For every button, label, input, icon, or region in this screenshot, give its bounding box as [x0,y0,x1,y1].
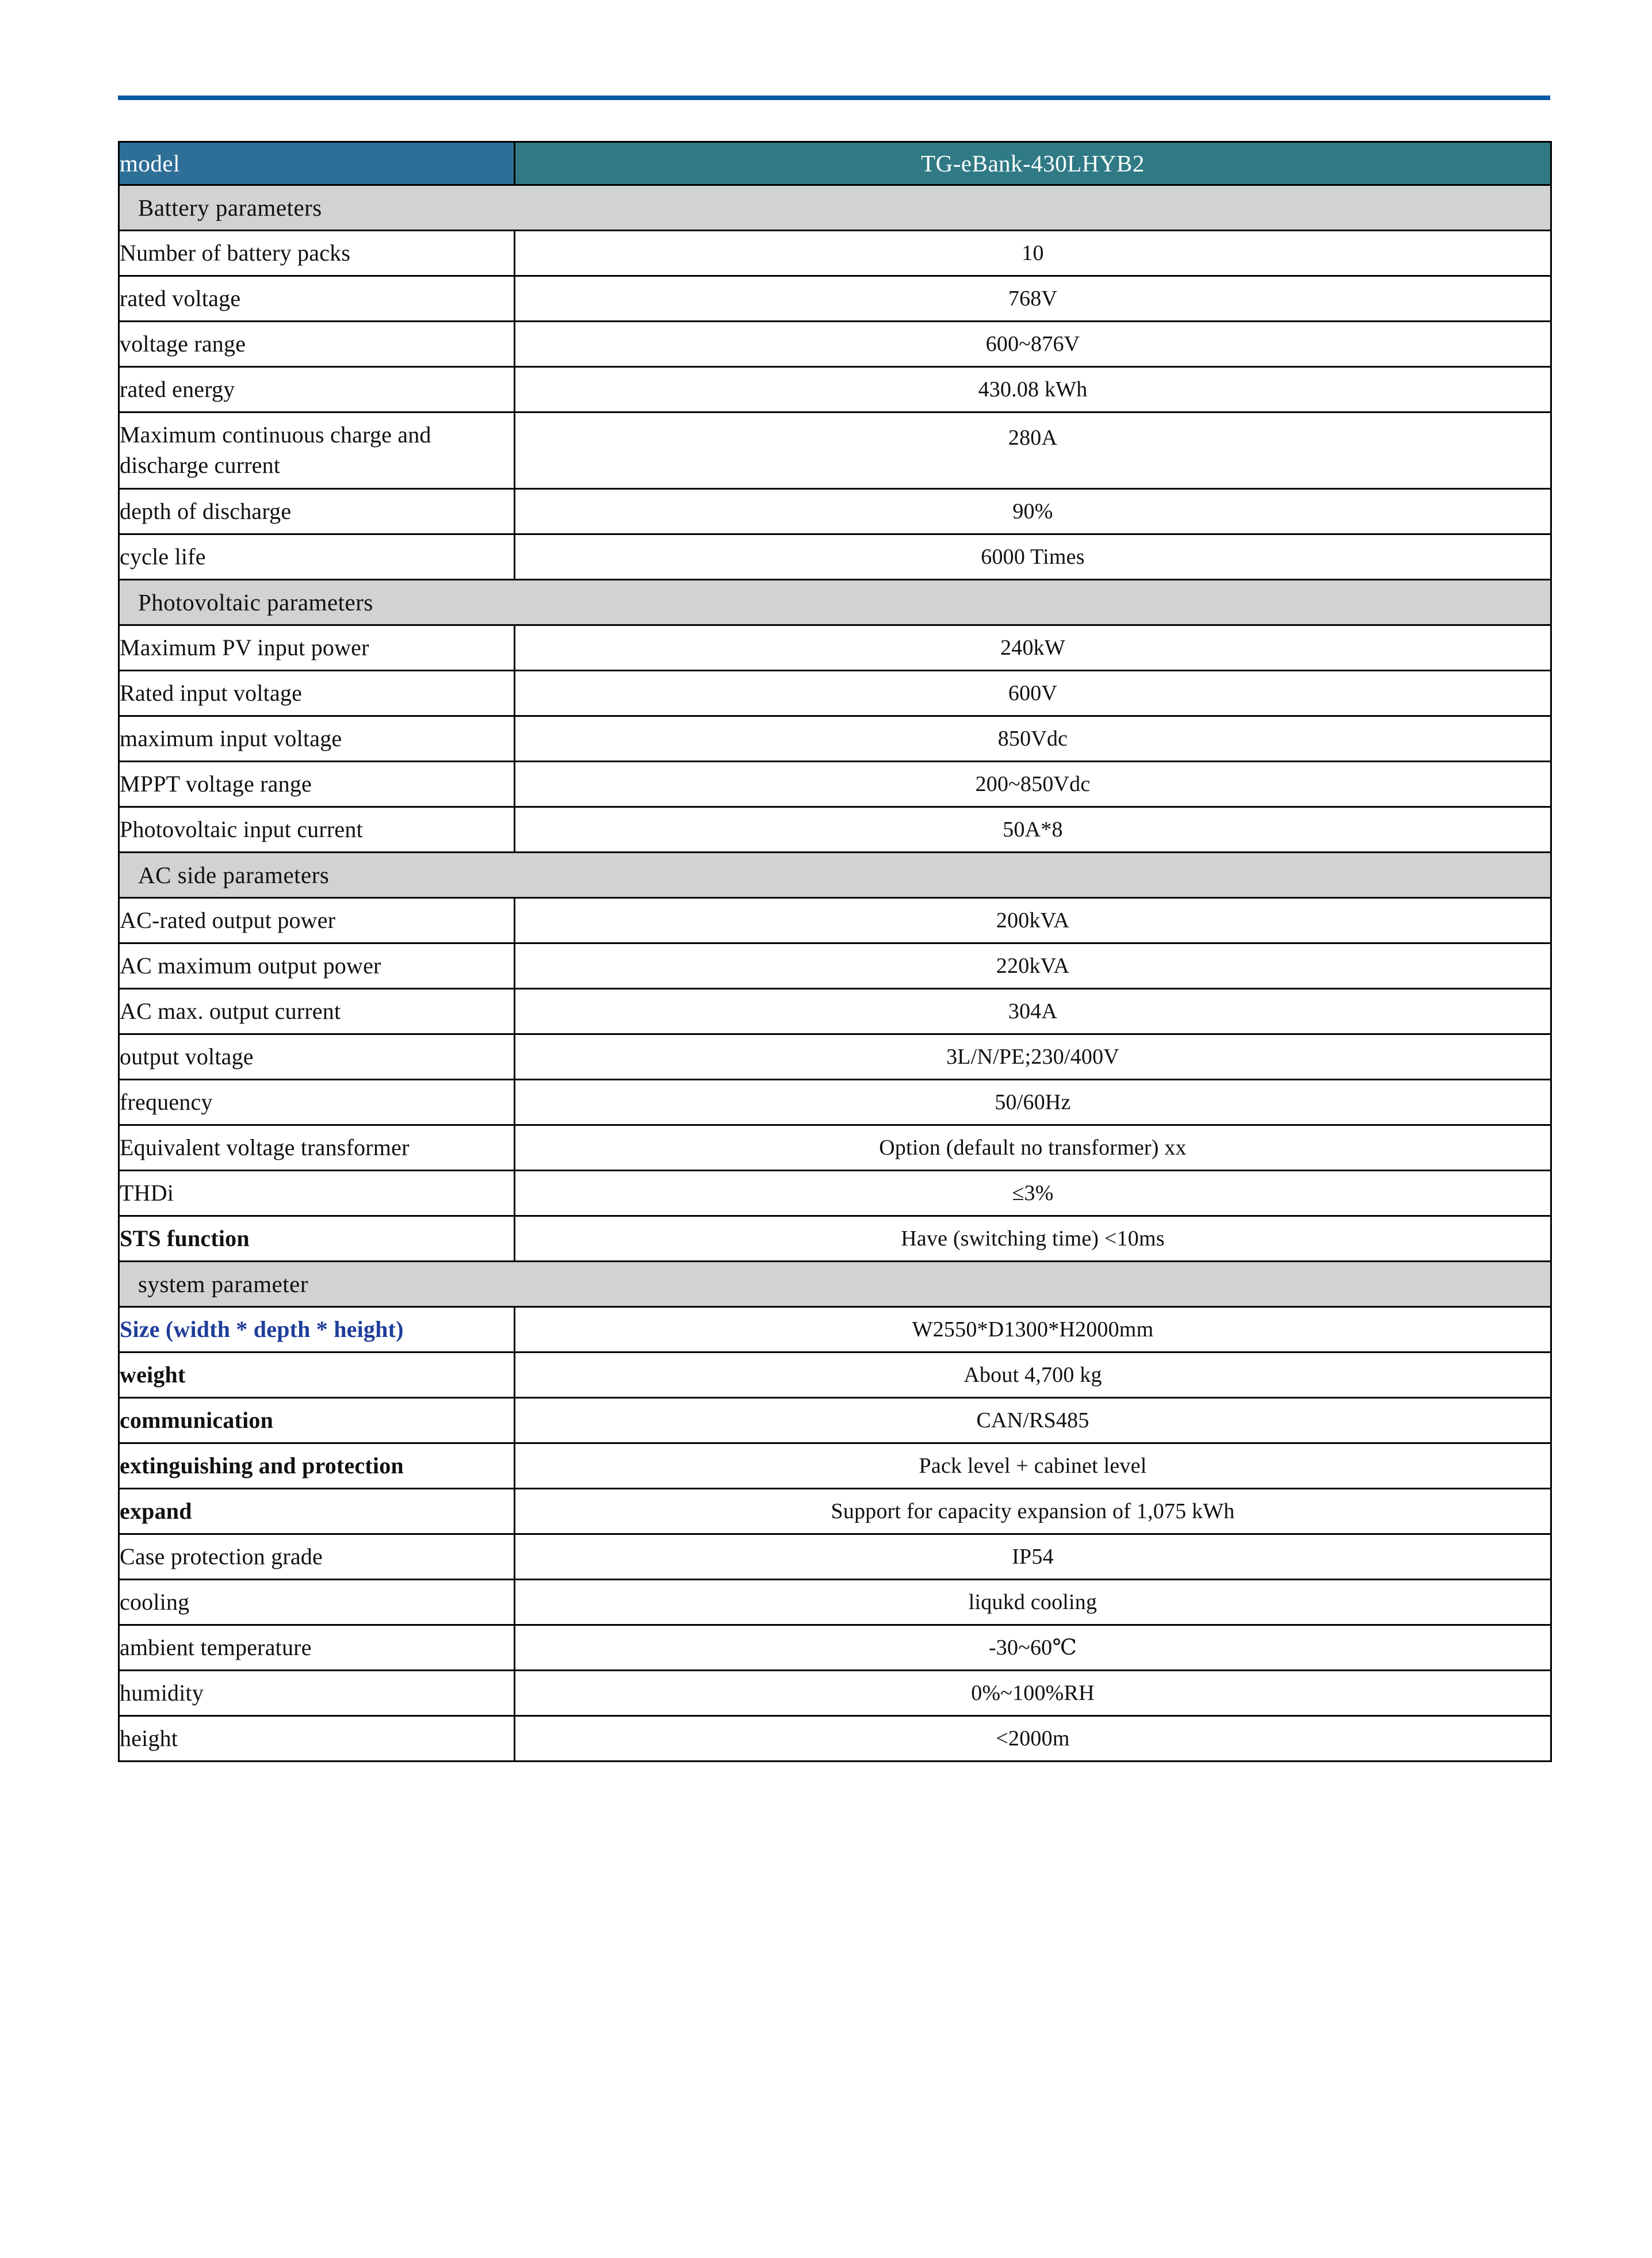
row-label: humidity [119,1671,515,1716]
row-label: expand [119,1489,515,1534]
row-value: About 4,700 kg [515,1352,1551,1398]
row-label: Maximum PV input power [119,625,515,671]
specification-table-wrapper [118,141,1550,1762]
row-label: Maximum continuous charge and discharge current [119,412,515,489]
table-row [119,625,1551,671]
table-row [119,489,1551,534]
row-value: Pack level + cabinet level [515,1443,1551,1489]
row-label: AC maximum output power [119,943,515,989]
table-row [119,1352,1551,1398]
table-row [119,1125,1551,1171]
row-label: cooling [119,1580,515,1625]
table-row [119,1534,1551,1580]
section-title: AC side parameters [119,853,1551,898]
table-row [119,1716,1551,1762]
table-row [119,1171,1551,1216]
model-value-cell: TG-eBank-430LHYB2 [515,142,1551,185]
row-label: STS function [119,1216,515,1262]
row-value: Option (default no transformer) xx [515,1125,1551,1171]
row-label: THDi [119,1171,515,1216]
row-value: 850Vdc [515,716,1551,762]
table-row [119,412,1551,489]
table-row [119,1443,1551,1489]
row-label: weight [119,1352,515,1398]
row-label: Case protection grade [119,1534,515,1580]
row-value: 0%~100%RH [515,1671,1551,1716]
specification-table [118,141,1552,1762]
row-value: 50/60Hz [515,1080,1551,1125]
row-value: ≤3% [515,1171,1551,1216]
row-value: 240kW [515,625,1551,671]
table-row [119,1216,1551,1262]
table-row [119,231,1551,276]
row-label: Equivalent voltage transformer [119,1125,515,1171]
table-row [119,1580,1551,1625]
table-row [119,276,1551,322]
row-label: AC-rated output power [119,898,515,943]
table-row [119,534,1551,580]
row-label: output voltage [119,1034,515,1080]
table-row [119,671,1551,716]
row-label: communication [119,1398,515,1443]
row-label: frequency [119,1080,515,1125]
row-label: Number of battery packs [119,231,515,276]
section-header-row [119,580,1551,625]
section-title: Photovoltaic parameters [119,580,1551,625]
specification-table-body [119,142,1551,1762]
row-label: ambient temperature [119,1625,515,1671]
table-row [119,1080,1551,1125]
row-label: height [119,1716,515,1762]
table-row [119,1307,1551,1352]
section-header-row [119,185,1551,231]
row-value: 220kVA [515,943,1551,989]
row-value: 430.08 kWh [515,367,1551,412]
row-label: voltage range [119,322,515,367]
row-label: rated voltage [119,276,515,322]
table-row [119,1489,1551,1534]
table-row [119,716,1551,762]
table-row [119,1671,1551,1716]
row-value: 280A [515,412,1551,489]
row-label: Size (width * depth * height) [119,1307,515,1352]
model-header-cell: model [119,142,515,185]
table-row [119,1625,1551,1671]
row-value: 304A [515,989,1551,1034]
row-value: 50A*8 [515,807,1551,853]
row-value: -30~60℃ [515,1625,1551,1671]
row-value: 200~850Vdc [515,762,1551,807]
row-value: Support for capacity expansion of 1,075 kWh [515,1489,1551,1534]
table-row [119,989,1551,1034]
section-header-row [119,1262,1551,1307]
table-row [119,1034,1551,1080]
row-label: depth of discharge [119,489,515,534]
section-title: system parameter [119,1262,1551,1307]
table-row [119,762,1551,807]
row-label: extinguishing and protection [119,1443,515,1489]
header-rule [118,95,1550,100]
row-label: Rated input voltage [119,671,515,716]
row-value: 600V [515,671,1551,716]
row-value: <2000m [515,1716,1551,1762]
table-row [119,367,1551,412]
table-row [119,943,1551,989]
row-value: 90% [515,489,1551,534]
row-value: W2550*D1300*H2000mm [515,1307,1551,1352]
row-value: liqukd cooling [515,1580,1551,1625]
row-value: 600~876V [515,322,1551,367]
row-value: 200kVA [515,898,1551,943]
section-title: Battery parameters [119,185,1551,231]
row-label: AC max. output current [119,989,515,1034]
row-value: 768V [515,276,1551,322]
table-row [119,898,1551,943]
row-value: 6000 Times [515,534,1551,580]
row-value: 3L/N/PE;230/400V [515,1034,1551,1080]
row-label: cycle life [119,534,515,580]
row-value: Have (switching time) <10ms [515,1216,1551,1262]
row-label: Photovoltaic input current [119,807,515,853]
row-value: 10 [515,231,1551,276]
row-label: maximum input voltage [119,716,515,762]
table-row [119,807,1551,853]
table-row [119,322,1551,367]
row-value: CAN/RS485 [515,1398,1551,1443]
row-value: IP54 [515,1534,1551,1580]
table-header-row [119,142,1551,185]
row-label: MPPT voltage range [119,762,515,807]
section-header-row [119,853,1551,898]
row-label: rated energy [119,367,515,412]
table-row [119,1398,1551,1443]
